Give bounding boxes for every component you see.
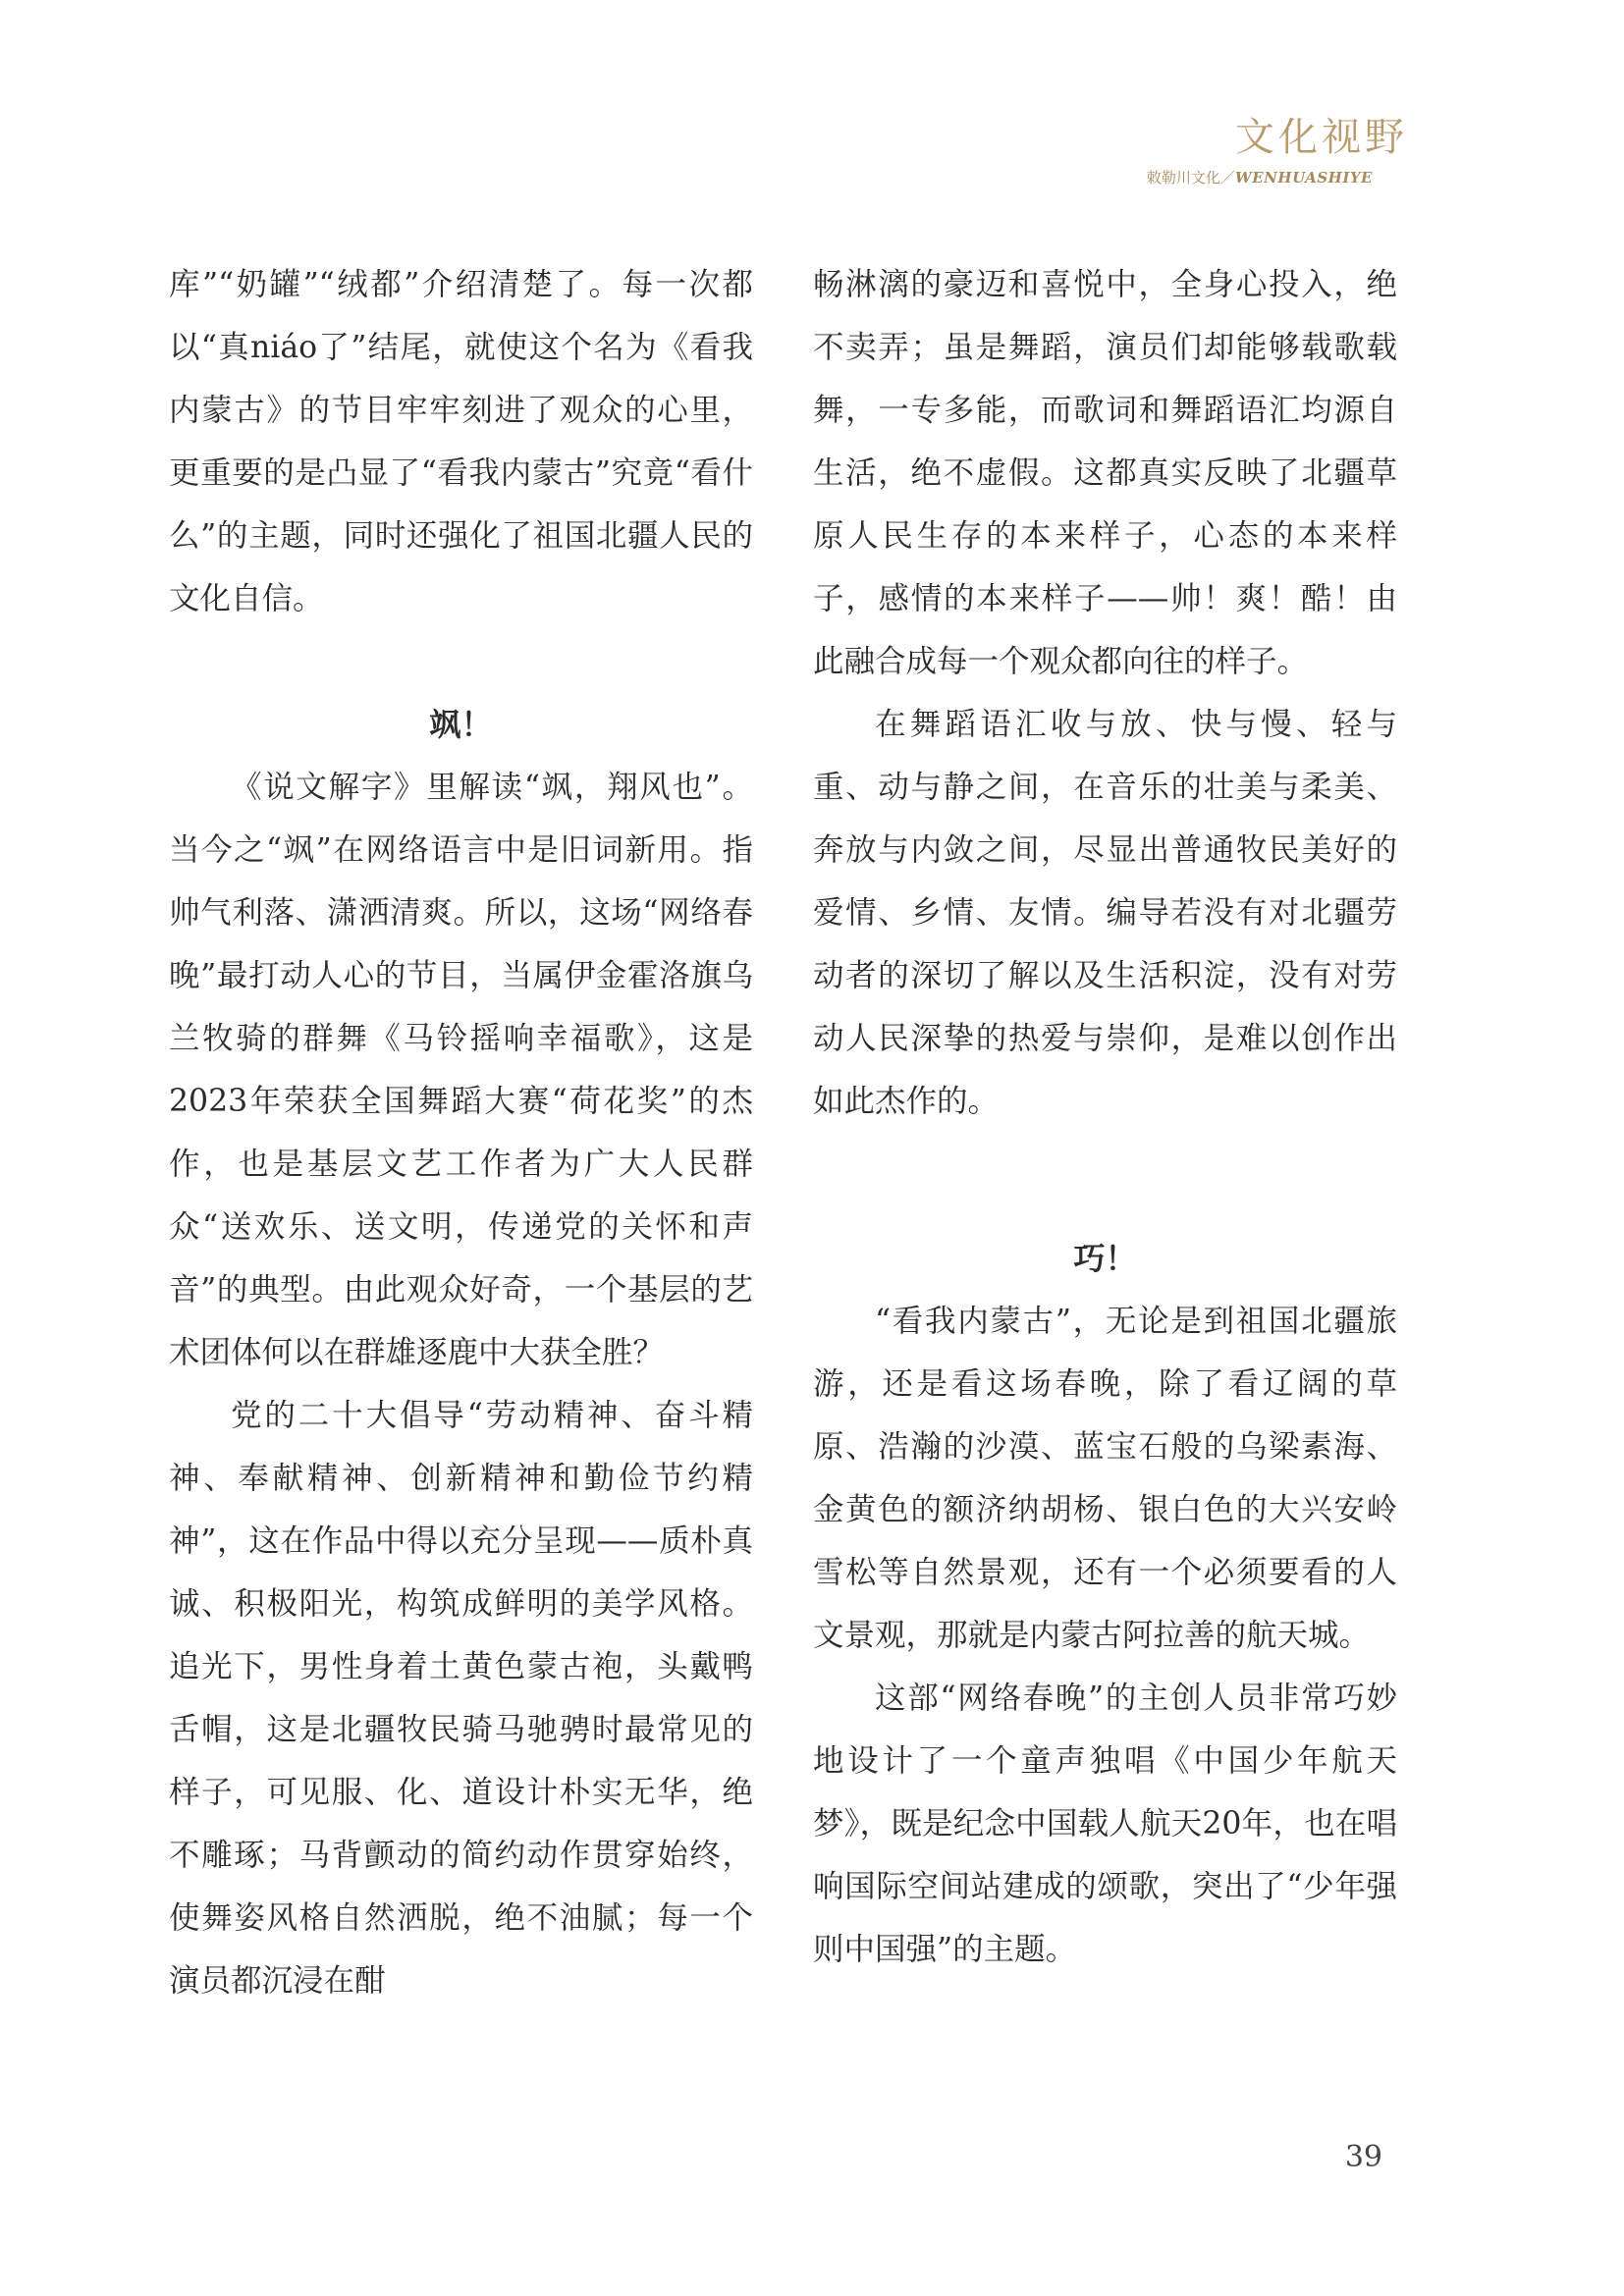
paragraph: 党的二十大倡导“劳动精神、奋斗精神、奉献精神、创新精神和勤俭节约精神”，这在作品中得以充分呈现——质朴真诚、积极阳光，构筑成鲜明的美学风格。追光下，男性身着土黄色蒙古袍，头戴鸭舌帽，这是北疆牧民骑马驰骋时最常见的样子，可见服、化、道设计朴实无华，绝不雕琢；马背颤动的简约动作贯穿始终，使舞姿风格自然洒脱，绝不油腻；每一个演员都沉浸在酣 — [169, 1398, 753, 1999]
section-subtitle-cn: 敕勒川文化 — [1146, 169, 1220, 187]
section-subtitle-en: WENHUASHIYE — [1234, 169, 1373, 187]
page-number: 39 — [1344, 2140, 1382, 2174]
paragraph: “看我内蒙古”，无论是到祖国北疆旅游，还是看这场春晚，除了看辽阔的草原、浩瀚的沙漠、蓝宝石般的乌梁素海、金黄色的额济纳胡杨、银白色的大兴安岭雪松等自然景观，还有一个必须要看的人文景观，那就是内蒙古阿拉善的航天城。 — [813, 1304, 1397, 1653]
paragraph: 这部“网络春晚”的主创人员非常巧妙地设计了一个童声独唱《中国少年航天梦》，既是纪念中国载人航天20年，也在唱响国际空间站建成的颂歌，突出了“少年强则中国强”的主题。 — [813, 1681, 1397, 1967]
paragraph: 在舞蹈语汇收与放、快与慢、轻与重、动与静之间，在音乐的壮美与柔美、奔放与内敛之间，尽显出普通牧民美好的爱情、乡情、友情。编导若没有对北疆劳动者的深切了解以及生活积淀，没有对劳动人民深挚的热爱与崇仰，是难以创作出如此杰作的。 — [813, 707, 1397, 1119]
left-column — [169, 253, 753, 2012]
spacer — [169, 630, 753, 693]
section-subtitle — [1147, 167, 1373, 187]
section-heading-qiao: 巧！ — [1073, 1240, 1137, 1277]
section-title: 文化视野 — [1235, 115, 1408, 160]
paragraph: 《说文解字》里解读“飒，翔风也”。当今之“飒”在网络语言中是旧词新用。指帅气利落、潇洒清爽。所以，这场“网络春晚”最打动人心的节目，当属伊金霍洛旗乌兰牧骑的群舞《马铃摇响幸福歌》，这是2023年荣获全国舞蹈大赛“荷花奖”的杰作，也是基层文艺工作者为广大人民群众“送欢乐、送文明，传递党的关怀和声音”的典型。由此观众好奇，一个基层的艺术团体何以在群雄逐鹿中大获全胜？ — [169, 770, 753, 1370]
right-column — [813, 253, 1397, 1981]
paragraph: 库”“奶罐”“绒都”介绍清楚了。每一次都以“真niáo了”结尾，就使这个名为《看我内蒙古》的节目牢牢刻进了观众的心里，更重要的是凸显了“看我内蒙古”究竟“看什么”的主题，同时还强化了祖国北疆人民的文化自信。 — [169, 267, 753, 616]
section-subtitle-slash: ／ — [1219, 169, 1235, 187]
spacer — [813, 1133, 1397, 1227]
section-heading-sa: 飒！ — [429, 706, 493, 743]
paragraph: 畅淋漓的豪迈和喜悦中，全身心投入，绝不卖弄；虽是舞蹈，演员们却能够载歌载舞，一专多能，而歌词和舞蹈语汇均源自生活，绝不虚假。这都真实反映了北疆草原人民生存的本来样子，心态的本来样子，感情的本来样子——帅！爽！酷！由此融合成每一个观众都向往的样子。 — [813, 267, 1397, 679]
